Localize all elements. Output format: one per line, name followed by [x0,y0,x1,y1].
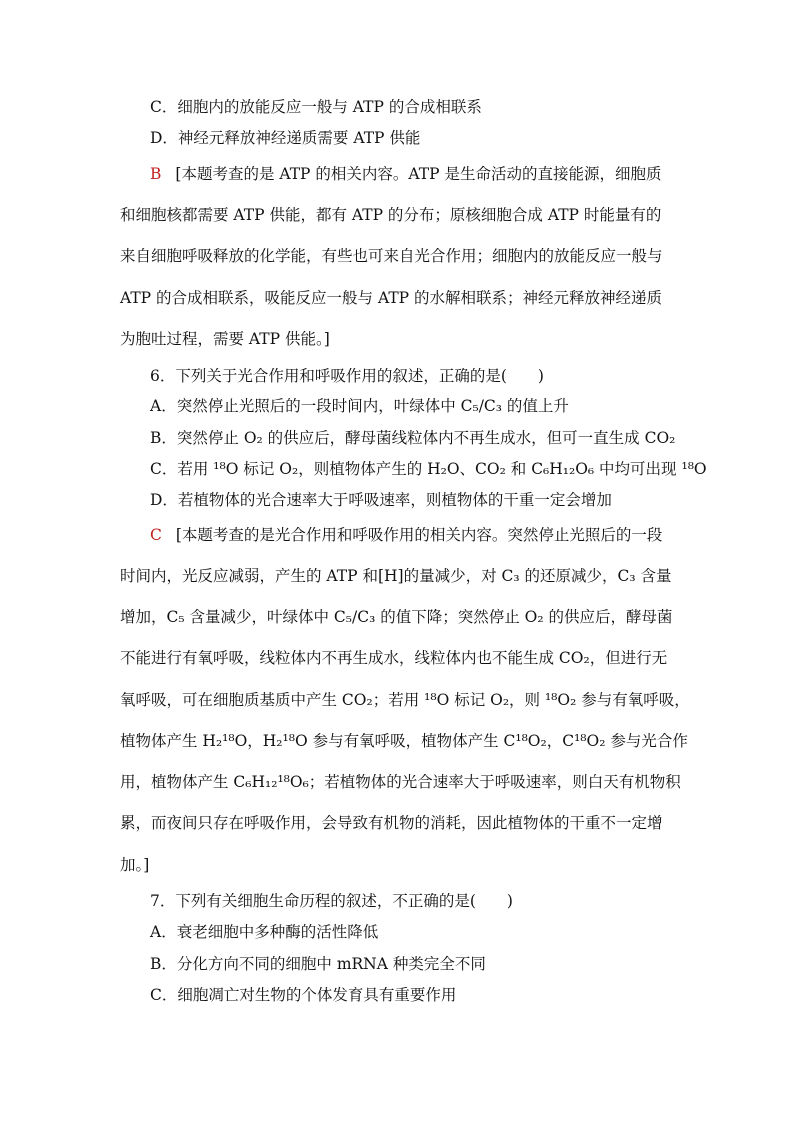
q6-answer-letter: C [150,526,162,544]
q7-option-a: A．衰老细胞中多种酶的活性降低 [150,923,379,941]
q5-answer-line-4: ATP 的合成相联系，吸能反应一般与 ATP 的水解相联系；神经元释放神经递质 [120,289,663,307]
q6-answer-line-8: 累，而夜间只存在呼吸作用，会导致有机物的消耗，因此植物体的干重不一定增 [120,814,663,832]
q5-answer-line-3: 来自细胞呼吸释放的化学能，有些也可来自光合作用；细胞内的放能反应一般与 [120,247,663,265]
q5-answer-line-1 [150,164,661,184]
q6-answer-line-4: 不能进行有氧呼吸，线粒体内不再生成水，线粒体内也不能生成 CO₂，但进行无 [120,649,668,667]
q6-answer-line-7: 用，植物体产生 C₆H₁₂¹⁸O₆；若植物体的光合速率大于呼吸速率，则白天有机物积 [120,773,681,791]
q6-stem: 6．下列关于光合作用和呼吸作用的叙述，正确的是( ) [150,367,544,385]
q6-answer-text: [本题考查的是光合作用和呼吸作用的相关内容。突然停止光照后的一段 [175,526,663,544]
q6-answer-line-2: 时间内，光反应减弱，产生的 ATP 和[H]的量减少，对 C₃ 的还原减少，C₃ 含量 [120,567,672,585]
q7-stem: 7．下列有关细胞生命历程的叙述，不正确的是( ) [150,892,513,910]
q6-option-a: A．突然停止光照后的一段时间内，叶绿体中 C₅/C₃ 的值上升 [150,397,569,415]
q6-answer-line-1 [150,525,662,545]
q6-option-c: C．若用 ¹⁸O 标记 O₂，则植物体产生的 H₂O、CO₂ 和 C₆H₁₂O₆ 中均可出现 ¹⁸O [150,460,707,478]
q5-answer-line-5: 为胞吐过程，需要 ATP 供能。] [120,330,330,348]
q7-option-b: B．分化方向不同的细胞中 mRNA 种类完全不同 [150,955,486,973]
q6-option-b: B．突然停止 O₂ 的供应后，酵母菌线粒体内不再生成水，但可一直生成 CO₂ [150,429,676,447]
q5-option-c: C．细胞内的放能反应一般与 ATP 的合成相联系 [150,98,482,116]
q7-option-c: C．细胞凋亡对生物的个体发育具有重要作用 [150,986,457,1004]
q5-answer-text: [本题考查的是 ATP 的相关内容。ATP 是生命活动的直接能源，细胞质 [175,165,662,183]
q6-answer-line-6: 植物体产生 H₂¹⁸O，H₂¹⁸O 参与有氧呼吸，植物体产生 C¹⁸O₂，C¹⁸O₂ 参与光合作 [120,732,688,750]
q5-option-d: D．神经元释放神经递质需要 ATP 供能 [150,129,421,147]
q5-answer-line-2: 和细胞核都需要 ATP 供能，都有 ATP 的分布；原核细胞合成 ATP 时能量有的 [120,206,662,224]
q6-answer-line-9: 加。] [120,856,150,874]
q6-answer-line-5: 氧呼吸，可在细胞质基质中产生 CO₂；若用 ¹⁸O 标记 O₂，则 ¹⁸O₂ 参与有氧呼吸， [120,691,690,709]
q6-option-d: D．若植物体的光合速率大于呼吸速率，则植物体的干重一定会增加 [150,491,612,509]
q6-answer-line-3: 增加，C₅ 含量减少，叶绿体中 C₅/C₃ 的值下降；突然停止 O₂ 的供应后，酵母菌 [120,608,673,626]
q5-answer-letter: B [150,165,162,183]
